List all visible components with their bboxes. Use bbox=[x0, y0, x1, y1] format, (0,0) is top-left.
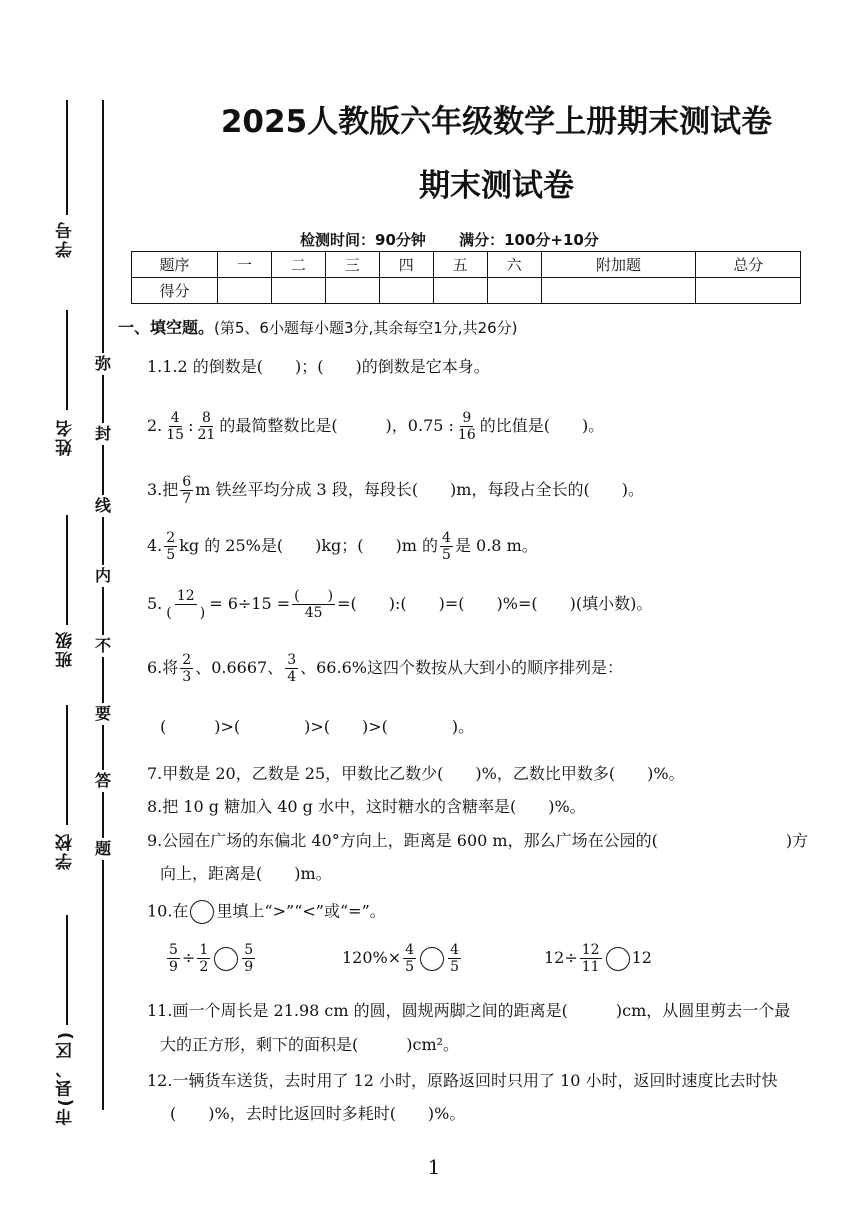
numerator: 5 bbox=[169, 942, 178, 958]
denominator: 5 bbox=[405, 959, 415, 975]
score-table-header-row bbox=[132, 252, 801, 278]
seal-char: 要 bbox=[92, 703, 114, 725]
score-cell[interactable] bbox=[271, 278, 325, 304]
margin-line bbox=[66, 705, 68, 825]
seal-char: 答 bbox=[92, 770, 114, 792]
compare-circle-icon bbox=[190, 900, 214, 924]
expression-text: 12÷ bbox=[544, 948, 578, 967]
score-cell[interactable] bbox=[325, 278, 379, 304]
denominator: 21 bbox=[197, 427, 216, 443]
fraction bbox=[456, 410, 478, 443]
margin-line bbox=[66, 310, 68, 410]
exam-meta bbox=[300, 229, 599, 250]
fraction bbox=[285, 652, 298, 685]
seal-char: 弥 bbox=[92, 353, 114, 375]
margin-label-school: 学校 bbox=[56, 832, 76, 870]
question-6-answer-line: ( )>( )>( )>( )。 bbox=[160, 717, 475, 736]
numerator: 3 bbox=[287, 652, 297, 668]
denominator: 7 bbox=[182, 491, 192, 507]
seal-char: 线 bbox=[92, 495, 114, 517]
question-6 bbox=[147, 652, 623, 685]
question-12: 12.一辆货车送货，去时用了 12 小时，原路返回时只用了 10 小时，返回时速度比去时快 bbox=[147, 1071, 778, 1090]
question-9: 9.公园在广场的东偏北 40°方向上，距离是 600 m，那么广场在公园的( )方 bbox=[147, 831, 809, 850]
table-header-cell: 二 bbox=[271, 252, 325, 278]
question-9-line-2: 向上，距离是( )m。 bbox=[160, 864, 332, 883]
score-table bbox=[131, 251, 801, 304]
margin-label-student-id: 学号 bbox=[56, 220, 76, 258]
numerator: 6 bbox=[182, 474, 192, 490]
fraction bbox=[440, 530, 453, 563]
numerator: 9 bbox=[462, 410, 472, 426]
score-cell[interactable] bbox=[541, 278, 696, 304]
fraction bbox=[164, 410, 186, 443]
seal-line-column bbox=[92, 100, 114, 1110]
seal-line bbox=[102, 100, 104, 1110]
seal-char: 不 bbox=[92, 635, 114, 657]
question-text: 3.把 bbox=[147, 480, 179, 499]
answer-circle[interactable] bbox=[214, 947, 238, 971]
answer-circle[interactable] bbox=[606, 947, 630, 971]
denominator: 45 bbox=[304, 605, 323, 621]
exam-full-score: 满分：100分+10分 bbox=[459, 231, 599, 249]
question-number: 2. bbox=[147, 416, 163, 435]
question-8: 8.把 10 g 糖加入 40 g 水中，这时糖水的含糖率是( )%。 bbox=[147, 797, 586, 816]
denominator: 2 bbox=[199, 959, 209, 975]
numerator: 12 bbox=[176, 588, 195, 604]
question-text: 里填上“>”“<”或“=”。 bbox=[216, 901, 386, 921]
expression-text: 12 bbox=[631, 948, 652, 967]
question-text: m 铁丝平均分成 3 段，每段长( )m，每段占全长的( )。 bbox=[195, 480, 644, 499]
question-text: 6.将 bbox=[147, 658, 179, 677]
margin-line bbox=[66, 100, 68, 215]
section-title: 一、填空题。 bbox=[118, 318, 215, 337]
numerator: 1 bbox=[199, 942, 209, 958]
question-text: =( ):( )=( )%=( )(填小数)。 bbox=[337, 594, 653, 613]
margin-line bbox=[66, 915, 68, 1025]
table-row-label: 得分 bbox=[132, 278, 218, 304]
denominator: 11 bbox=[581, 959, 600, 975]
margin-label-city: 市(县、区) bbox=[56, 1030, 76, 1126]
score-cell[interactable] bbox=[379, 278, 433, 304]
margin-label-class: 班级 bbox=[56, 630, 76, 668]
numerator: 5 bbox=[244, 942, 254, 958]
fraction bbox=[242, 942, 255, 975]
section-heading bbox=[118, 315, 518, 338]
question-4 bbox=[147, 530, 538, 563]
question-10b bbox=[342, 942, 463, 975]
margin-label-name: 姓名 bbox=[56, 418, 76, 456]
question-1: 1.1.2 的倒数是( )；( )的倒数是它本身。 bbox=[147, 357, 490, 376]
score-cell[interactable] bbox=[487, 278, 541, 304]
table-header-cell: 六 bbox=[487, 252, 541, 278]
denominator: ( ) bbox=[166, 605, 206, 621]
numerator: 2 bbox=[166, 530, 176, 546]
fraction bbox=[180, 474, 193, 507]
numerator: 4 bbox=[450, 942, 459, 958]
question-10a bbox=[165, 942, 257, 975]
denominator: 5 bbox=[166, 547, 176, 563]
table-header-cell: 附加题 bbox=[541, 252, 696, 278]
fraction bbox=[448, 942, 461, 975]
numerator: 2 bbox=[182, 652, 192, 668]
fraction bbox=[195, 410, 217, 443]
denominator: 16 bbox=[457, 427, 476, 443]
question-number: 5. bbox=[147, 594, 163, 613]
margin-line bbox=[66, 515, 68, 625]
question-text: = 6÷15 = bbox=[209, 594, 291, 613]
denominator: 4 bbox=[287, 669, 297, 685]
seal-char: 题 bbox=[92, 838, 114, 860]
fraction bbox=[164, 530, 177, 563]
fraction bbox=[292, 588, 335, 621]
question-text: 的比值是( )。 bbox=[479, 416, 605, 435]
numerator: 4 bbox=[442, 530, 451, 546]
table-header-cell: 题序 bbox=[132, 252, 218, 278]
question-5 bbox=[147, 588, 652, 621]
seal-char: 内 bbox=[92, 565, 114, 587]
numerator: ( ) bbox=[294, 588, 334, 604]
question-3 bbox=[147, 474, 644, 507]
table-header-cell: 五 bbox=[433, 252, 487, 278]
table-header-cell: 一 bbox=[218, 252, 272, 278]
page-title: 2025人教版六年级数学上册期末测试卷 bbox=[220, 104, 773, 140]
question-number: 4. bbox=[147, 536, 163, 555]
operator: ÷ bbox=[181, 948, 196, 967]
question-text: 是 0.8 m。 bbox=[454, 536, 538, 555]
question-text: 、0.6667、 bbox=[195, 658, 284, 677]
fraction bbox=[164, 588, 207, 621]
section-note: (第5、6小题每小题3分,其余每空1分,共26分) bbox=[214, 319, 518, 337]
expression-text: 120%× bbox=[342, 948, 402, 967]
fraction bbox=[167, 942, 180, 975]
question-text: 、66.6%这四个数按从大到小的顺序排列是： bbox=[300, 658, 623, 677]
answer-circle[interactable] bbox=[420, 947, 444, 971]
fraction bbox=[180, 652, 193, 685]
question-10 bbox=[147, 900, 386, 924]
binding-margin bbox=[0, 0, 125, 1227]
score-cell[interactable] bbox=[218, 278, 272, 304]
question-text: 10.在 bbox=[147, 901, 189, 921]
denominator: 9 bbox=[244, 959, 254, 975]
question-11-line-2: 大的正方形，剩下的面积是( )cm²。 bbox=[160, 1035, 460, 1054]
question-10c bbox=[544, 942, 652, 975]
score-cell[interactable] bbox=[696, 278, 801, 304]
table-header-cell: 三 bbox=[325, 252, 379, 278]
table-header-cell: 总分 bbox=[696, 252, 801, 278]
page-number: 1 bbox=[427, 1155, 441, 1179]
question-text: 的最简整数比是( )，0.75 : bbox=[219, 416, 454, 435]
denominator: 15 bbox=[166, 427, 185, 443]
exam-time: 检测时间：90分钟 bbox=[300, 231, 426, 249]
numerator: 8 bbox=[201, 410, 211, 426]
fraction bbox=[403, 942, 416, 975]
question-text: kg 的 25%是( )kg；( )m 的 bbox=[179, 536, 439, 555]
score-cell[interactable] bbox=[433, 278, 487, 304]
numerator: 4 bbox=[405, 942, 415, 958]
denominator: 3 bbox=[182, 669, 192, 685]
question-7: 7.甲数是 20，乙数是 25，甲数比乙数少( )%，乙数比甲数多( )%。 bbox=[147, 764, 685, 783]
page-subtitle: 期末测试卷 bbox=[419, 168, 574, 204]
question-11: 11.画一个周长是 21.98 cm 的圆，圆规两脚之间的距离是( )cm，从圆里剪去一个最 bbox=[147, 1001, 791, 1020]
numerator: 4 bbox=[170, 410, 180, 426]
table-header-cell: 四 bbox=[379, 252, 433, 278]
denominator: 5 bbox=[442, 547, 451, 563]
denominator: 9 bbox=[169, 959, 178, 975]
fraction bbox=[197, 942, 210, 975]
score-table-score-row bbox=[132, 278, 801, 304]
seal-char: 封 bbox=[92, 423, 114, 445]
denominator: 5 bbox=[450, 959, 459, 975]
fraction bbox=[580, 942, 602, 975]
question-2 bbox=[147, 410, 604, 443]
numerator: 12 bbox=[581, 942, 600, 958]
question-12-line-2: ( )%，去时比返回时多耗时( )%。 bbox=[170, 1104, 466, 1123]
ratio-colon: : bbox=[188, 416, 194, 435]
